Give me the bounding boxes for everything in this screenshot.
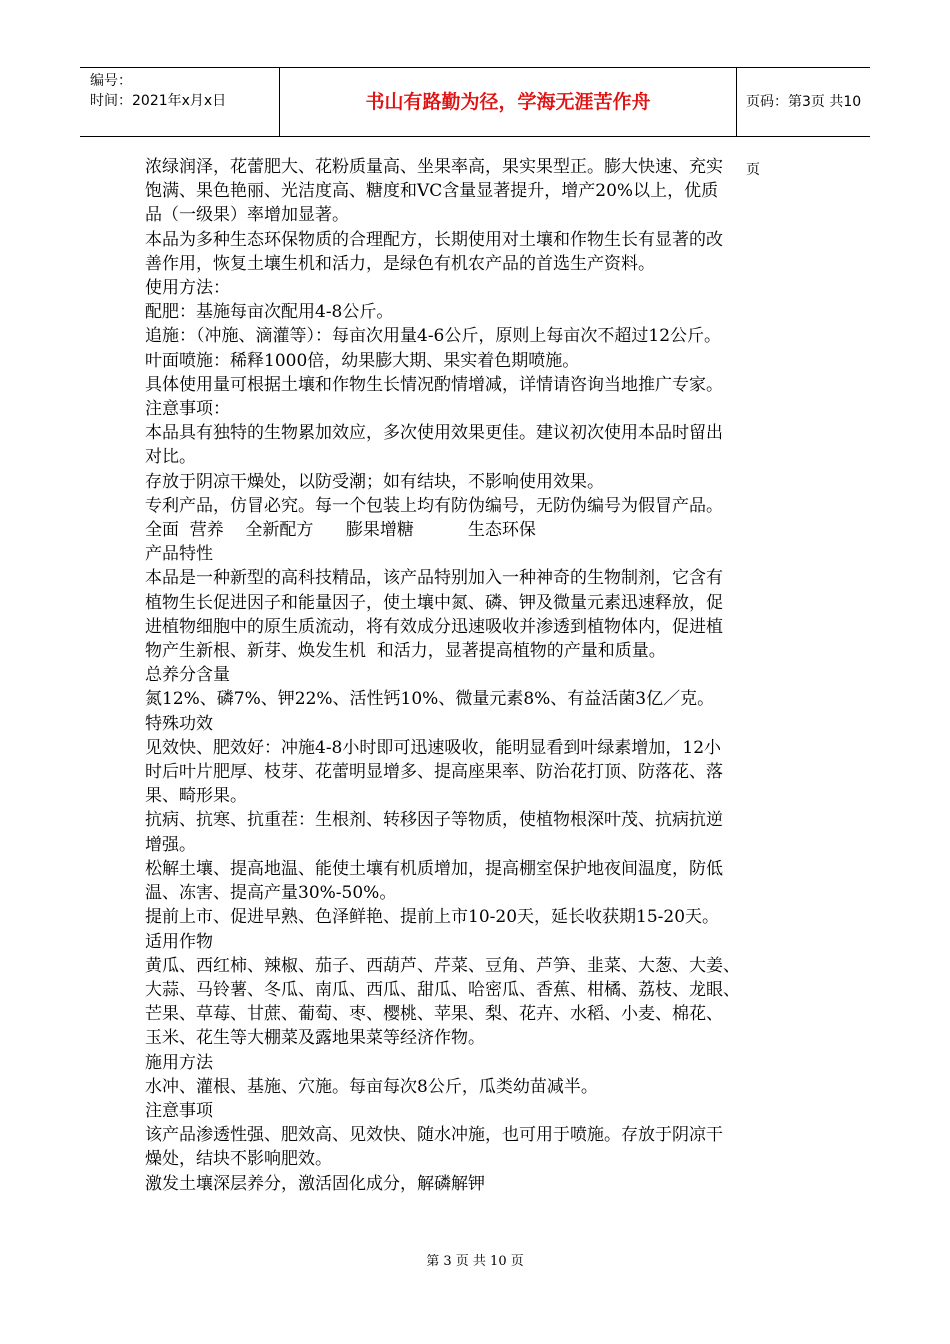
body-line: 注意事项：: [145, 399, 230, 420]
number-label: 编号：: [90, 73, 132, 89]
body-line: 追施：（冲施、滴灌等）：每亩次用量4-6公斤，原则上每亩次不超过12公斤。: [145, 326, 722, 347]
body-line: 适用作物: [145, 931, 213, 952]
body-line: 总养分含量: [145, 665, 230, 686]
body-line: 水冲、灌根、基施、穴施。每亩每次8公斤，瓜类幼苗减半。: [145, 1076, 598, 1097]
body-line: 温、冻害、提高产量30%-50%。: [145, 883, 397, 904]
body-line: 激发土壤深层养分，激活固化成分，解磷解钾: [145, 1173, 485, 1194]
body-line: 玉米、花生等大棚菜及露地果菜等经济作物。: [145, 1028, 485, 1049]
body-line: 注意事项: [145, 1100, 213, 1121]
body-line: 产品特性: [145, 544, 213, 565]
header-motto: 书山有路勤为径，学海无涯苦作舟: [280, 68, 737, 136]
body-line: 氮12%、磷7%、钾22%、活性钙10%、微量元素8%、有益活菌3亿／克。: [145, 689, 715, 710]
body-line: 时后叶片肥厚、枝芽、花蕾明显增多、提高座果率、防治花打顶、防落花、落: [145, 762, 723, 783]
body-line: 施用方法: [145, 1052, 213, 1073]
body-line: 燥处，结块不影响肥效。: [145, 1149, 332, 1170]
body-line: 芒果、草莓、甘蔗、葡萄、枣、樱桃、苹果、梨、花卉、水稻、小麦、棉花、: [145, 1004, 723, 1025]
body-line: 提前上市、促进早熟、色泽鲜艳、提前上市10-20天，延长收获期15-20天。: [145, 907, 720, 928]
body-line: 该产品渗透性强、肥效高、见效快、随水冲施，也可用于喷施。存放于阴凉干: [145, 1125, 723, 1146]
body-line: 专利产品，仿冒必究。每一个包装上均有防伪编号，无防伪编号为假冒产品。: [145, 495, 723, 516]
header-meta: [80, 68, 280, 136]
body-line: 具体使用量可根据土壤和作物生长情况酌情增减，详情请咨询当地推广专家。: [145, 374, 723, 395]
body-line: 对比。: [145, 447, 196, 468]
body-line: 大蒜、马铃薯、冬瓜、南瓜、西瓜、甜瓜、哈密瓜、香蕉、柑橘、荔枝、龙眼、: [145, 979, 740, 1000]
body-line: 配肥：基施每亩次配用4-8公斤。: [145, 302, 394, 323]
body-line: 果、畸形果。: [145, 786, 247, 807]
body-line: 见效快、肥效好：冲施4-8小时即可迅速吸收，能明显看到叶绿素增加，12小: [145, 737, 722, 758]
body-line: 松解土壤、提高地温、能使土壤有机质增加，提高棚室保护地夜间温度，防低: [145, 858, 723, 879]
document-body: [145, 155, 815, 1196]
body-line: 全面 营养 全新配方 膨果增糖 生态环保: [145, 520, 536, 541]
body-line: 浓绿润泽，花蕾肥大、花粉质量高、坐果率高，果实果型正。膨大快速、充实: [145, 157, 723, 177]
body-line: 存放于阴凉干燥处，以防受潮；如有结块，不影响使用效果。: [145, 471, 604, 492]
body-line: 品（一级果）率增加显著。: [145, 205, 349, 226]
body-line: 植物生长促进因子和能量因子，使土壤中氮、磷、钾及微量元素迅速释放，促: [145, 592, 723, 613]
body-line: 善作用，恢复土壤生机和活力，是绿色有机农产品的首选生产资料。: [145, 253, 655, 274]
body-line: 增强。: [145, 834, 196, 855]
header-page-label: 页码：第3页 共10页: [746, 94, 862, 178]
page-footer: 第 3 页 共 10 页: [426, 1254, 524, 1269]
date-line: 时间：2021年x月x日: [90, 93, 227, 109]
body-line: 叶面喷施：稀释1000倍，幼果膨大期、果实着色期喷施。: [145, 350, 580, 371]
body-line: 特殊功效: [145, 713, 213, 734]
body-line: 本品为多种生态环保物质的合理配方，长期使用对土壤和作物生长有显著的改: [145, 229, 723, 250]
body-line: 使用方法：: [145, 278, 230, 299]
body-line: 本品具有独特的生物累加效应，多次使用效果更佳。建议初次使用本品时留出: [145, 423, 723, 444]
body-line: 抗病、抗寒、抗重茬：生根剂、转移因子等物质，使植物根深叶茂、抗病抗逆: [145, 810, 723, 831]
body-line: 物产生新根、新芽、焕发生机 和活力，显著提高植物的产量和质量。: [145, 641, 666, 662]
body-line: 进植物细胞中的原生质流动，将有效成分迅速吸收并渗透到植物体内，促进植: [145, 616, 723, 637]
body-line: 黄瓜、西红柿、辣椒、茄子、西葫芦、芹菜、豆角、芦笋、韭菜、大葱、大姜、: [145, 955, 740, 976]
body-line: 本品是一种新型的高科技精品，该产品特别加入一种神奇的生物制剂，它含有: [145, 568, 723, 589]
body-line: 饱满、果色艳丽、光洁度高、糖度和VC含量显著提升，增产20%以上，优质: [145, 181, 719, 202]
